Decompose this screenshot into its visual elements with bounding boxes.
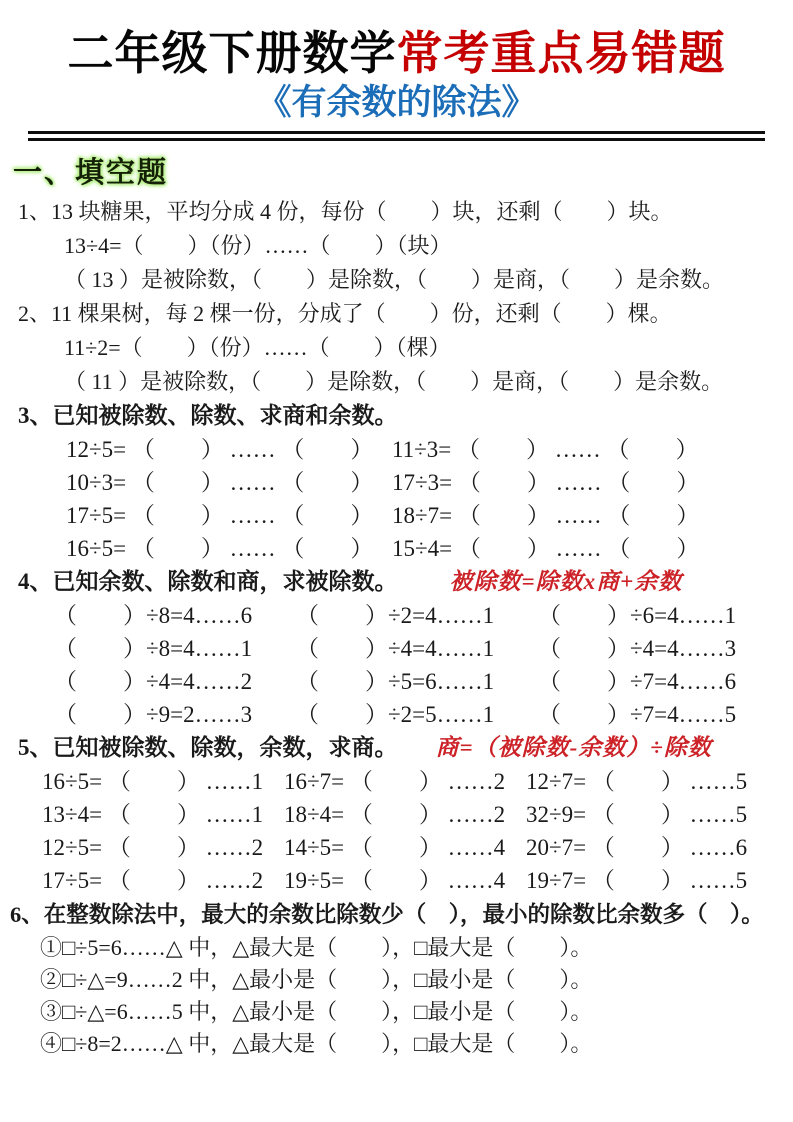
equation-blank: 16÷7= （ ） ……2	[284, 769, 506, 795]
problem-5-title	[18, 731, 793, 765]
equation-blank: （ ）÷2=4……1	[296, 603, 495, 629]
problem-4-row-4	[54, 698, 793, 731]
equation-blank: 14÷5= （ ） ……4	[284, 835, 506, 861]
equation-blank: 17÷5= （ ） ……2	[42, 868, 264, 894]
equation-blank: 12÷7= （ ） ……5	[526, 769, 748, 795]
equation-blank: （ ）÷7=4……6	[538, 669, 737, 695]
equation-blank: 13÷4= （ ） ……1	[42, 802, 264, 828]
equation-blank: 16÷5= （ ） …… （ ）	[66, 536, 374, 562]
equation-blank: 19÷7= （ ） ……5	[526, 868, 748, 894]
equation-blank: 11÷3= （ ） …… （ ）	[392, 437, 699, 463]
problem-4-formula-note: 被除数=除数x商+余数	[449, 569, 683, 595]
problem-2-identify-terms: （ 11 ）是被除数，（ ）是除数，（ ）是商，（ ）是余数。	[64, 369, 724, 395]
problem-4-row-3	[54, 665, 793, 698]
problem-6-subitem-1: ①□÷5=6……△ 中，△最大是（ ），□最大是（ ）。	[40, 935, 593, 961]
problem-1-question: 1、13 块糖果，平均分成 4 份，每份（ ）块，还剩（ ）块。	[18, 199, 673, 225]
equation-blank: 18÷4= （ ） ……2	[284, 802, 506, 828]
equation-blank: 17÷5= （ ） …… （ ）	[66, 503, 374, 529]
equation-blank: 12÷5= （ ） ……2	[42, 835, 264, 861]
equation-blank: （ ）÷5=6……1	[296, 669, 495, 695]
equation-blank: 18÷7= （ ） …… （ ）	[392, 503, 700, 529]
equation-blank: 15÷4= （ ） …… （ ）	[392, 536, 700, 562]
problem-3-row-4	[66, 532, 793, 565]
equation-blank: （ ）÷4=4……3	[538, 636, 737, 662]
problem-5-title-text: 5、已知被除数、除数，余数，求商。	[18, 735, 398, 761]
problem-4-title	[18, 565, 793, 599]
equation-blank: （ ）÷8=4……1	[54, 636, 253, 662]
equation-blank: 12÷5= （ ） …… （ ）	[66, 437, 374, 463]
problem-5-row-2	[42, 798, 793, 831]
problem-1-identify-terms: （ 13 ）是被除数，（ ）是除数，（ ）是商，（ ）是余数。	[64, 267, 725, 293]
equation-blank: （ ）÷4=4……2	[54, 669, 253, 695]
problem-3-row-2	[66, 466, 793, 499]
page-subtitle: 《有余数的除法》	[256, 83, 537, 123]
problem-3-row-1	[66, 433, 793, 466]
title-topic-part: 常考重点易错题	[396, 28, 726, 79]
equation-blank: （ ）÷7=4……5	[538, 702, 737, 728]
problem-6-title: 6、在整数除法中，最大的余数比除数少（ ），最小的除数比余数多（ ）。	[10, 902, 764, 928]
problem-6-subitem-4: ④□÷8=2……△ 中，△最大是（ ），□最大是（ ）。	[40, 1031, 593, 1057]
problem-2-question: 2、11 棵果树，每 2 棵一份，分成了（ ）份，还剩（ ）棵。	[18, 301, 672, 327]
problem-5-row-3	[42, 831, 793, 864]
equation-blank: 20÷7= （ ） ……6	[526, 835, 748, 861]
problem-3-row-3	[66, 499, 793, 532]
problem-5-row-4	[42, 864, 793, 897]
equation-blank: 16÷5= （ ） ……1	[42, 769, 264, 795]
equation-blank: 32÷9= （ ） ……5	[526, 802, 748, 828]
problem-6-subitem-2: ②□÷△=9……2 中，△最小是（ ），□最小是（ ）。	[40, 967, 593, 993]
problem-5-row-1	[42, 765, 793, 798]
equation-blank: 17÷3= （ ） …… （ ）	[392, 470, 700, 496]
double-rule-divider	[28, 131, 765, 141]
problem-4-row-2	[54, 632, 793, 665]
equation-blank: （ ）÷8=4……6	[54, 603, 253, 629]
title-grade-part: 二年级下册数学	[67, 28, 397, 79]
problem-3-title-text: 3、已知被除数、除数、求商和余数。	[18, 403, 398, 429]
problem-4-title-text: 4、已知余数、除数和商，求被除数。	[18, 569, 398, 595]
equation-blank: （ ）÷4=4……1	[296, 636, 495, 662]
equation-blank: （ ）÷2=5……1	[296, 702, 495, 728]
equation-blank: （ ）÷9=2……3	[54, 702, 253, 728]
problem-2-equation: 11÷2=（ ）（份）……（ ）（棵）	[64, 335, 451, 361]
equation-blank: （ ）÷6=4……1	[538, 603, 737, 629]
problem-6-subitem-3: ③□÷△=6……5 中，△最小是（ ），□最小是（ ）。	[40, 999, 593, 1025]
equation-blank: 10÷3= （ ） …… （ ）	[66, 470, 374, 496]
problem-4-row-1	[54, 599, 793, 632]
section-heading-fill-blanks: 一、填空题	[13, 157, 169, 190]
equation-blank: 19÷5= （ ） ……4	[284, 868, 506, 894]
problem-3-title	[18, 399, 793, 433]
problem-5-formula-note: 商=（被除数-余数）÷除数	[435, 735, 712, 761]
page-title	[0, 26, 793, 81]
problem-1-equation: 13÷4=（ ）（份）……（ ）（块）	[64, 233, 452, 259]
